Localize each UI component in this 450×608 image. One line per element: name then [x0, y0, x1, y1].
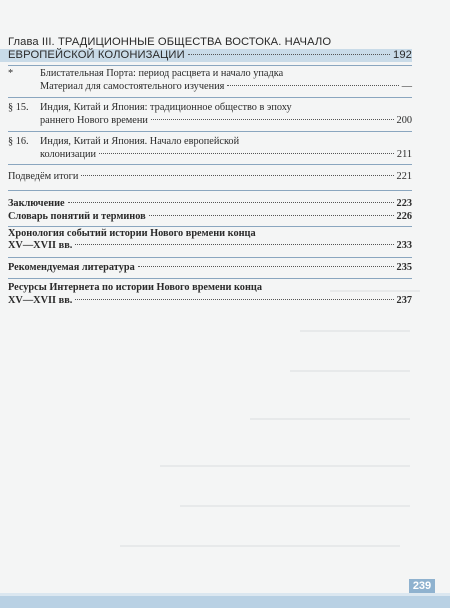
- toc-entry-title-line2: колонизации: [40, 148, 96, 160]
- toc-page-number: 226: [396, 211, 412, 222]
- dot-leader: [68, 202, 394, 203]
- toc-entry-summary: [8, 171, 412, 184]
- toc-entry-star: [8, 68, 412, 93]
- page-number: 239: [409, 579, 435, 593]
- toc-chapter-3: [8, 36, 412, 62]
- toc-mark: *: [8, 68, 14, 79]
- dot-leader: [81, 175, 393, 176]
- section-rule: [8, 278, 412, 279]
- section-rule: [8, 131, 412, 132]
- toc-entry-title-line1: Хронология событий истории Нового времени конца: [8, 227, 256, 239]
- toc-entry-title-line1: Ресурсы Интернета по истории Нового времени конца: [8, 282, 262, 293]
- toc-page-number: 237: [396, 294, 412, 306]
- section-rule: [8, 226, 412, 227]
- toc-page-number: 221: [396, 171, 412, 182]
- section-rule: [8, 190, 412, 191]
- toc-entry-resources: [8, 282, 412, 307]
- toc-entry-glossary: [8, 211, 412, 224]
- dot-leader: [188, 54, 390, 55]
- table-of-contents: [8, 36, 412, 307]
- toc-page-number: —: [401, 80, 412, 92]
- dot-leader: [75, 244, 393, 245]
- toc-entry-chronology: [8, 228, 412, 253]
- toc-entry-16: [8, 136, 412, 161]
- toc-mark: § 15.: [8, 102, 29, 113]
- dot-leader: [227, 85, 398, 86]
- toc-entry-15: [8, 102, 412, 127]
- toc-mark: § 16.: [8, 136, 29, 147]
- dot-leader: [99, 153, 394, 154]
- toc-entry-title-line1: Блистательная Порта: период расцвета и начало упадка: [40, 68, 284, 79]
- toc-entry-title: Рекомендуемая литература: [8, 261, 135, 273]
- toc-page-number: 192: [393, 49, 412, 61]
- dot-leader: [138, 266, 394, 267]
- toc-entry-title-line1: Индия, Китай и Япония: традиционное общество в эпоху: [40, 102, 292, 113]
- toc-entry-title-line2: раннего Нового времени: [40, 114, 148, 126]
- toc-page-number: 223: [396, 197, 412, 209]
- section-rule: [8, 257, 412, 258]
- footer-band: [0, 596, 450, 608]
- toc-entry-title-line2: Материал для самостоятельного изучения: [40, 80, 225, 92]
- toc-page-number: 235: [396, 261, 412, 273]
- toc-entry-title: Словарь понятий и терминов: [8, 211, 146, 222]
- toc-entry-title-line2: XV—XVII вв.: [8, 294, 73, 306]
- toc-entry-conclusion: [8, 198, 412, 211]
- toc-entry-title-line1: Индия, Китай и Япония. Начало европейской: [40, 136, 240, 147]
- section-rule: [8, 97, 412, 98]
- toc-page-number: 233: [396, 240, 412, 251]
- toc-page-number: 200: [396, 114, 412, 126]
- toc-chapter-title-line1: Глава III. ТРАДИЦИОННЫЕ ОБЩЕСТВА ВОСТОКА. НАЧАЛО: [8, 36, 332, 48]
- toc-entry-title-line2: XV—XVII вв.: [8, 240, 73, 251]
- dot-leader: [149, 215, 394, 216]
- section-rule: [8, 65, 412, 66]
- section-rule: [8, 164, 412, 165]
- toc-entry-literature: [8, 262, 412, 275]
- toc-entry-title: Подведём итоги: [8, 171, 79, 182]
- dot-leader: [151, 119, 394, 120]
- toc-chapter-title-line2: ЕВРОПЕЙСКОЙ КОЛОНИЗАЦИИ: [8, 49, 185, 61]
- dot-leader: [75, 299, 393, 300]
- toc-entry-title: Заключение: [8, 197, 65, 209]
- toc-page-number: 211: [396, 148, 412, 160]
